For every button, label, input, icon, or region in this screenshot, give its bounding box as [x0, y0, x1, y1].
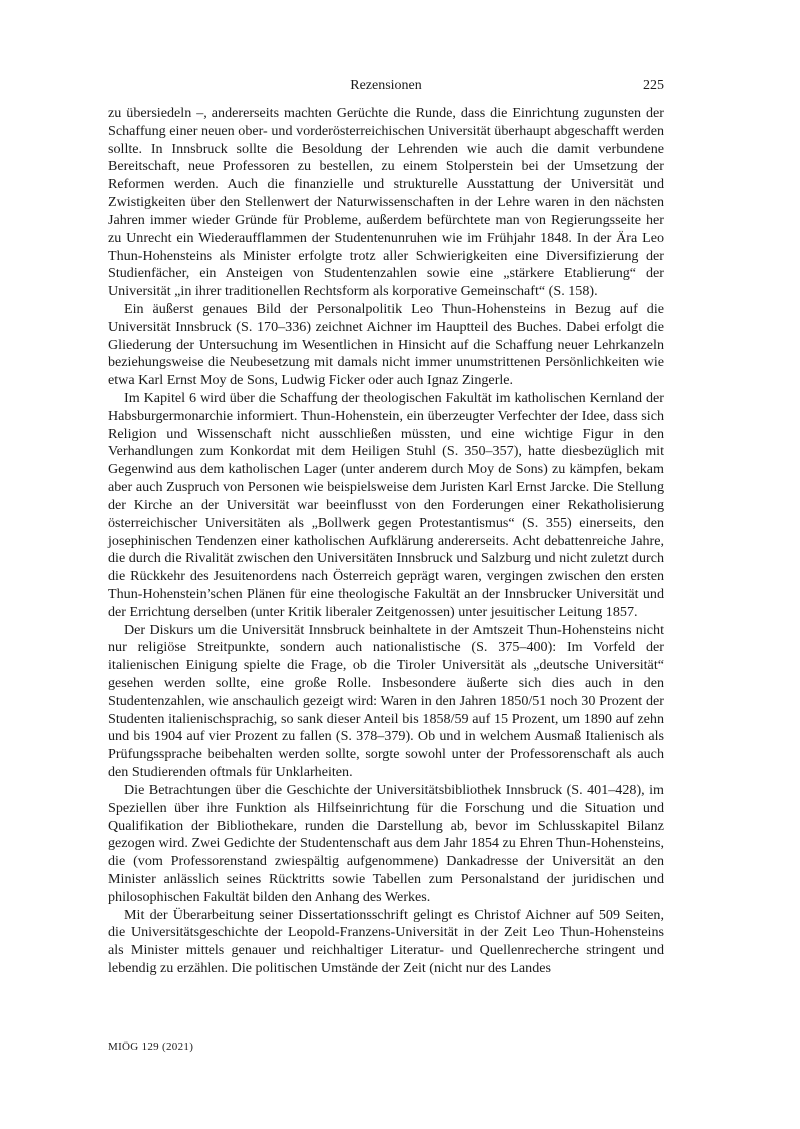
page-number: 225	[643, 78, 664, 93]
paragraph-1: zu übersiedeln –, andererseits machten Gerüchte die Runde, dass die Einrichtung zugunsten der Schaffung einer neuen ober- und vorderösterreichischen Universität überhaupt abgeschafft werden sollte. In Innsbruck sollte die Besoldung der Lehrenden wie auch die damit verbundene Bereitschaft, neue Professoren zu bestellen, zu einem Stolperstein bei der Umsetzung der Reformen werden. Auch die finanzielle und strukturelle Ausstattung der Universität und Zwistigkeiten über den Stellenwert der Naturwissenschaften in der Lehre waren in den nächsten Jahren immer wieder Gründe für Probleme, außerdem befürchtete man von Regierungsseite her zu Unrecht ein Wiederaufflammen der Studentenunruhen wie im Frühjahr 1848. In der Ära Leo Thun-Hohensteins als Minister erfolgte trotz aller Schwierigkeiten eine Diversifizierung der Studienfächer, ein Ansteigen von Studentenzahlen sowie eine „stärkere Etablierung“ der Universität „in ihrer traditionellen Rechtsform als korporative Gemeinschaft“ (S. 158).	[108, 105, 664, 300]
paragraph-6: Mit der Überarbeitung seiner Dissertationsschrift gelingt es Christof Aichner auf 509 Seiten, die Universitätsgeschichte der Leopold-Franzens-Universität in der Zeit Leo Thun-Hohensteins als Minister mittels genauer und reichhaltiger Literatur- und Quellenrecherche stringent und lebendig zu erzählen. Die politischen Umstände der Zeit (nicht nur des Landes	[108, 906, 664, 976]
paragraph-2: Ein äußerst genaues Bild der Personalpolitik Leo Thun-Hohensteins in Bezug auf die Universität Innsbruck (S. 170–336) zeichnet Aichner im Hauptteil des Buches. Dabei erfolgt die Gliederung der Untersuchung im Wesentlichen in Hinsicht auf die Schaffung neuer Lehrkanzeln beziehungsweise die Neubesetzung mit damals nicht immer unumstrittenen Persönlichkeiten wie etwa Karl Ernst Moy de Sons, Ludwig Ficker oder auch Ignaz Zingerle.	[108, 300, 664, 389]
journal-footer: MIÖG 129 (2021)	[108, 1041, 194, 1053]
running-head	[108, 77, 664, 95]
paragraph-5: Die Betrachtungen über die Geschichte der Universitätsbibliothek Innsbruck (S. 401–428), im Speziellen über ihre Funktion als Hilfseinrichtung für die Forschung und die Situation und Qualifikation der Bibliothekare, runden die Darstellung ab, bevor im Schlusskapitel Bilanz gezogen wird. Zwei Gedichte der Studentenschaft aus dem Jahr 1854 zu Ehren Thun-Hohensteins, die (vom Professorenstand zwiespältig aufgenommene) Dankadresse der Universität an den Minister anlässlich seines Rücktritts sowie Tabellen zum Personalstand der juridischen und philosophischen Fakultät bilden den Anhang des Werkes.	[108, 781, 664, 905]
review-body	[108, 105, 664, 978]
running-head-title: Rezensionen	[350, 78, 422, 93]
paragraph-3: Im Kapitel 6 wird über die Schaffung der theologischen Fakultät im katholischen Kernland der Habsburgermonarchie informiert. Thun-Hohenstein, ein überzeugter Verfechter der Idee, dass sich Religion und Wissenschaft nicht ausschließen müssten, und eine wichtige Figur in den Verhandlungen zum Konkordat mit dem Heiligen Stuhl (S. 350–357), hatte diesbezüglich mit Gegenwind aus dem katholischen Lager (unter anderem durch Moy de Sons) zu kämpfen, bekam aber auch Zuspruch von Personen wie beispielsweise dem Juristen Karl Ernst Jarcke. Die Stellung der Kirche an der Universität war beeinflusst von den Forderungen einer Rekatholisierung österreichischer Universitäten als „Bollwerk gegen Protestantismus“ (S. 355) einerseits, den josephinischen Tendenzen einer katholischen Aufklärung andererseits. Acht debattenreiche Jahre, die durch die Rivalität zwischen den Universitäten Innsbruck und Salzburg und nicht zuletzt durch die Rückkehr des Jesuitenordens nach Österreich geprägt waren, vergingen zwischen den ersten Thun-Hohenstein’schen Plänen für eine theologische Fakultät an der Innsbrucker Universität und der Errichtung derselben (unter Kritik liberaler Zeitgenossen) unter jesuitischer Leitung 1857.	[108, 390, 664, 620]
paragraph-4: Der Diskurs um die Universität Innsbruck beinhaltete in der Amtszeit Thun-Hohensteins nicht nur religiöse Streitpunkte, sondern auch nationalistische (S. 375–400): Im Vorfeld der italienischen Einigung spielte die Frage, ob die Tiroler Universität als „deutsche Universität“ gesehen werden sollte, eine große Rolle. Insbesondere äußerte sich dies auch in den Studentenzahlen, wie anschaulich gezeigt wird: Waren in den Jahren 1850/51 noch 30 Prozent der Studenten italienischsprachig, so sank dieser Anteil bis 1858/59 auf 15 Prozent, um 1890 auf zehn und bis 1904 auf vier Prozent zu fallen (S. 378–379). Ob und in welchem Ausmaß Italienisch als Prüfungssprache beibehalten werden sollte, sorgte sowohl unter der Professorenschaft als auch den Studierenden oftmals für Unklarheiten.	[108, 621, 664, 781]
